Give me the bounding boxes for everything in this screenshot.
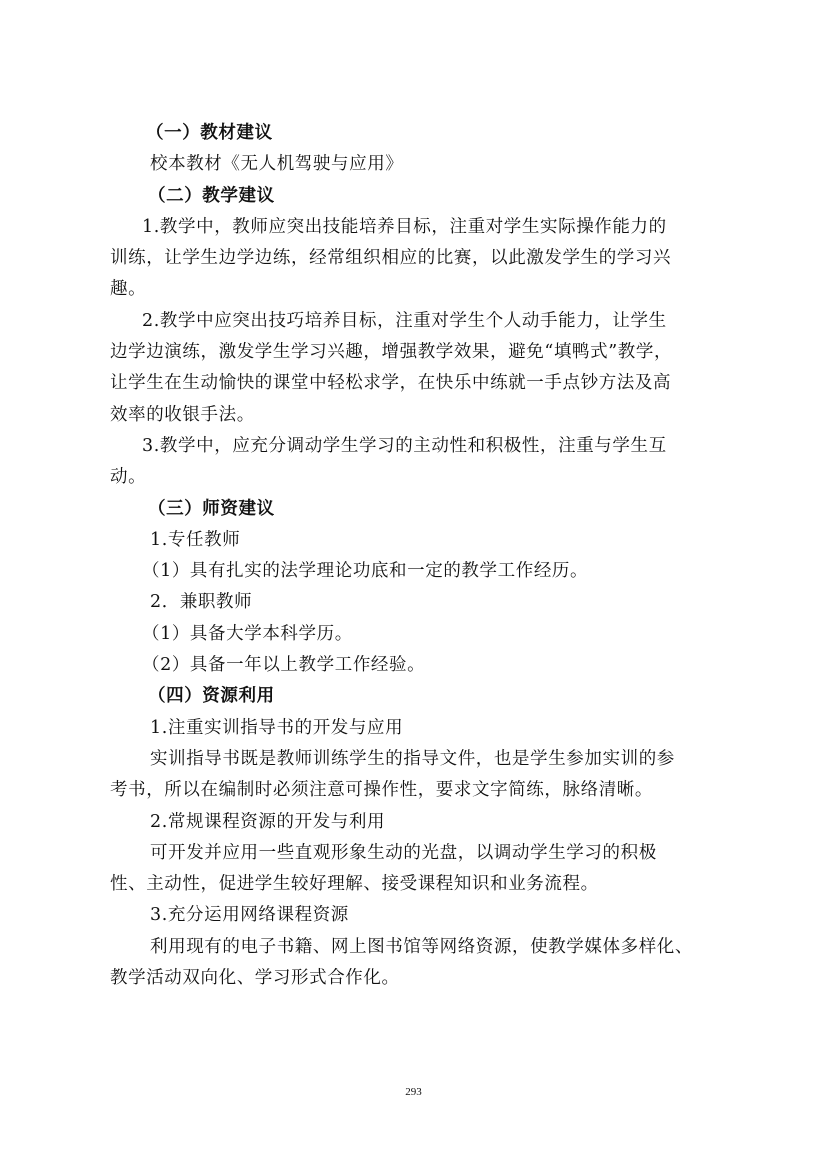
paragraph-line: 实训指导书既是教师训练学生的指导文件，也是学生参加实训的参 bbox=[150, 748, 675, 769]
paragraph-line: 让学生在生动愉快的课堂中轻松求学，在快乐中练就一手点钞方法及高 bbox=[110, 373, 672, 394]
subheading-resource-3: 3.充分运用网络课程资源 bbox=[150, 905, 349, 926]
paragraph-line: 趣。 bbox=[110, 279, 147, 300]
paragraph-line: 效率的收银手法。 bbox=[110, 404, 255, 425]
page-number: 293 bbox=[405, 1086, 422, 1098]
subheading-parttime: 2．兼职教师 bbox=[150, 592, 253, 613]
subheading-resource-2: 2.常规课程资源的开发与利用 bbox=[150, 811, 386, 832]
paragraph-line: 教学活动双向化、学习形式合作化。 bbox=[110, 968, 400, 989]
paragraph-line: 利用现有的电子书籍、网上图书馆等网络资源，使教学媒体多样化、 bbox=[150, 936, 693, 957]
section-heading-resources: （四）资源利用 bbox=[148, 686, 275, 707]
paragraph-line: 性、主动性，促进学生较好理解、接受课程知识和业务流程。 bbox=[110, 874, 599, 895]
paragraph-line: 可开发并应用一些直观形象生动的光盘，以调动学生学习的积极 bbox=[150, 842, 657, 863]
paragraph-line: 考书，所以在编制时必须注意可操作性，要求文字简练，脉络清晰。 bbox=[110, 780, 653, 801]
paragraph-line: 校本教材《无人机驾驶与应用》 bbox=[150, 154, 404, 175]
section-heading-teaching: （二）教学建议 bbox=[148, 185, 275, 206]
section-heading-textbook: （一）教材建议 bbox=[146, 123, 273, 143]
section-heading-faculty: （三）师资建议 bbox=[148, 498, 275, 519]
list-item: （2）具备一年以上教学工作经验。 bbox=[142, 655, 426, 676]
paragraph-line: 3.教学中，应充分调动学生学习的主动性和积极性，注重与学生互 bbox=[142, 435, 667, 456]
list-item: （1）具备大学本科学历。 bbox=[142, 623, 353, 644]
list-item: （1）具有扎实的法学理论功底和一定的教学工作经历。 bbox=[142, 561, 589, 582]
paragraph-line: 训练，让学生边学边练，经常组织相应的比赛，以此激发学生的学习兴 bbox=[110, 248, 672, 269]
paragraph-line: 1.教学中，教师应突出技能培养目标，注重对学生实际操作能力的 bbox=[142, 216, 667, 237]
document-body bbox=[110, 118, 730, 994]
subheading-fulltime: 1.专任教师 bbox=[150, 529, 241, 550]
paragraph-line: 边学边演练，激发学生学习兴趣，增强教学效果，避免“填鸭式”教学， bbox=[110, 342, 673, 363]
subheading-resource-1: 1.注重实训指导书的开发与应用 bbox=[150, 717, 404, 738]
paragraph-line: 动。 bbox=[110, 467, 147, 488]
paragraph-line: 2.教学中应突出技巧培养目标，注重对学生个人动手能力，让学生 bbox=[142, 310, 667, 331]
